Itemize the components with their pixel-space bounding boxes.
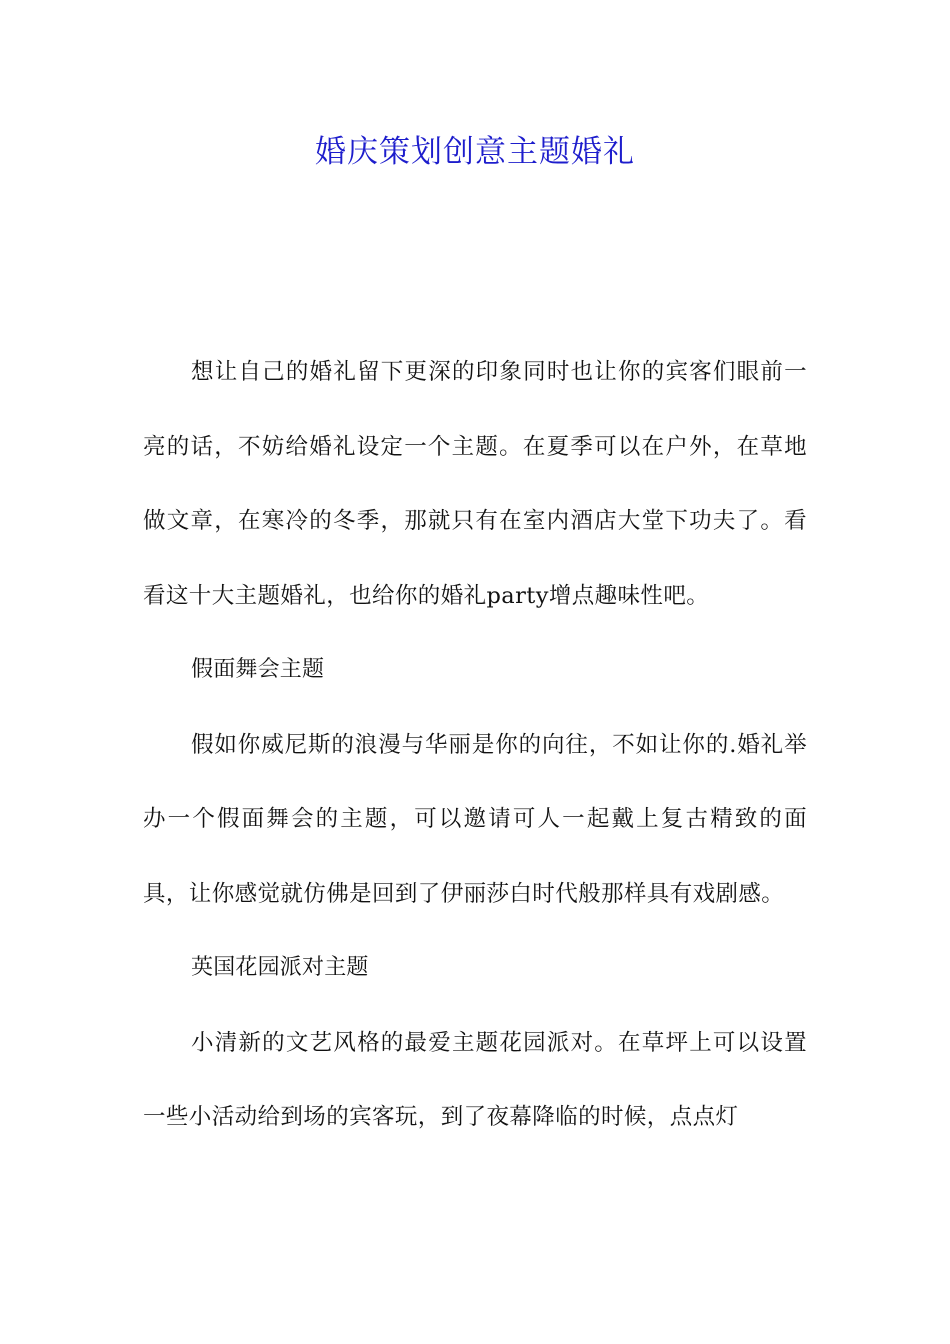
section-heading-masquerade: 假面舞会主题: [191, 657, 325, 682]
section-paragraph-garden-party: 小清新的文艺风格的最爱主题花园派对。在草坪上可以设置一些小活动给到场的宾客玩，到了夜幕降临的时候，点点灯: [143, 1029, 807, 1130]
intro-paragraph: 想让自己的婚礼留下更深的印象同时也让你的宾客们眼前一亮的话，不妨给婚礼设定一个主题。在夏季可以在户外，在草地做文章，在寒冷的冬季，那就只有在室内酒店大堂下功夫了。看看这十大主题婚礼，也给你的婚礼party增点趣味性吧。: [143, 359, 807, 609]
section-paragraph-masquerade: 假如你威尼斯的浪漫与华丽是你的向往，不如让你的.婚礼举办一个假面舞会的主题，可以邀请可人一起戴上复古精致的面具，让你感觉就仿佛是回到了伊丽莎白时代般那样具有戏剧感。: [143, 731, 807, 907]
section-heading-garden-party: 英国花园派对主题: [191, 955, 369, 980]
document-title: 婚庆策划创意主题婚礼: [315, 134, 635, 170]
document-body: [143, 335, 807, 1155]
